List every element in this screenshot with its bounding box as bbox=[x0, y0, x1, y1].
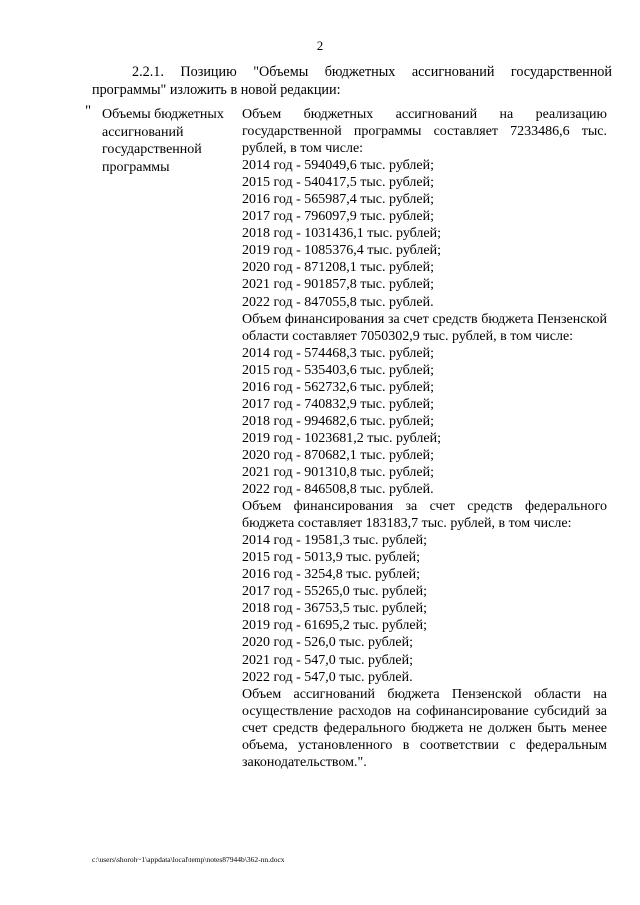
year-line: 2016 год - 3254,8 тыс. рублей; bbox=[242, 567, 421, 583]
intro-paragraph: 2.2.1. Позицию "Объемы бюджетных ассигнований государственной программы" изложить в новой редакции: bbox=[92, 64, 612, 98]
year-line: 2019 год - 1085376,4 тыс. рублей; bbox=[242, 243, 442, 259]
year-line: 2017 год - 740832,9 тыс. рублей; bbox=[242, 396, 435, 412]
page-number: 2 bbox=[316, 38, 324, 53]
year-line: 2022 год - 846508,8 тыс. рублей. bbox=[242, 482, 434, 498]
total-budget-text: Объем бюджетных ассигнований на реализацию государственной программы составляет 7233486,6 тыс. рублей, в том числе: bbox=[242, 107, 607, 157]
opening-quote: " bbox=[85, 103, 92, 119]
year-line: 2018 год - 1031436,1 тыс. рублей; bbox=[242, 226, 442, 242]
year-line: 2021 год - 901857,8 тыс. рублей; bbox=[242, 277, 435, 293]
year-line: 2015 год - 540417,5 тыс. рублей; bbox=[242, 175, 435, 191]
year-line: 2022 год - 547,0 тыс. рублей. bbox=[242, 669, 413, 685]
regional-budget-years bbox=[242, 345, 607, 498]
year-line: 2020 год - 526,0 тыс. рублей; bbox=[242, 635, 414, 651]
file-path-footer: c:\users\shoroh~1\appdata\local\temp\notes87944b\362-nn.docx bbox=[92, 855, 285, 864]
federal-budget-text: Объем финансирования за счет средств федерального бюджета составляет 183183,7 тыс. рублей, в том числе: bbox=[242, 499, 607, 532]
year-line: 2017 год - 796097,9 тыс. рублей; bbox=[242, 209, 435, 225]
year-line: 2019 год - 61695,2 тыс. рублей; bbox=[242, 618, 428, 634]
year-line: 2018 год - 994682,6 тыс. рублей; bbox=[242, 413, 435, 429]
position-value-cell bbox=[242, 106, 607, 771]
year-line: 2014 год - 19581,3 тыс. рублей; bbox=[242, 533, 428, 549]
year-line: 2021 год - 901310,8 тыс. рублей; bbox=[242, 464, 435, 480]
year-line: 2015 год - 5013,9 тыс. рублей; bbox=[242, 550, 421, 566]
year-line: 2022 год - 847055,8 тыс. рублей. bbox=[242, 294, 434, 310]
federal-budget-years bbox=[242, 532, 607, 685]
year-line: 2019 год - 1023681,2 тыс. рублей; bbox=[242, 430, 442, 446]
year-line: 2020 год - 870682,1 тыс. рублей; bbox=[242, 447, 435, 463]
year-line: 2018 год - 36753,5 тыс. рублей; bbox=[242, 601, 428, 617]
year-line: 2014 год - 574468,3 тыс. рублей; bbox=[242, 345, 435, 361]
year-line: 2021 год - 547,0 тыс. рублей; bbox=[242, 652, 414, 668]
year-line: 2014 год - 594049,6 тыс. рублей; bbox=[242, 158, 435, 174]
year-line: 2016 год - 565987,4 тыс. рублей; bbox=[242, 192, 435, 208]
year-line: 2020 год - 871208,1 тыс. рублей; bbox=[242, 260, 435, 276]
total-budget-years bbox=[242, 157, 607, 310]
regional-budget-text: Объем финансирования за счет средств бюджета Пензенской области составляет 7050302,9 тыс. рублей, в том числе: bbox=[242, 311, 607, 344]
year-line: 2015 год - 535403,6 тыс. рублей; bbox=[242, 362, 435, 378]
closing-paragraph: Объем ассигнований бюджета Пензенской области на осуществление расходов на софинансирование субсидий за счет средств федерального бюджета не должен быть менее объема, установленного в соответствии с федеральным законодательством.". bbox=[242, 686, 607, 770]
position-label-cell: Объемы бюджетных ассигнований государственной программы bbox=[102, 107, 224, 175]
year-line: 2017 год - 55265,0 тыс. рублей; bbox=[242, 584, 428, 600]
year-line: 2016 год - 562732,6 тыс. рублей; bbox=[242, 379, 435, 395]
